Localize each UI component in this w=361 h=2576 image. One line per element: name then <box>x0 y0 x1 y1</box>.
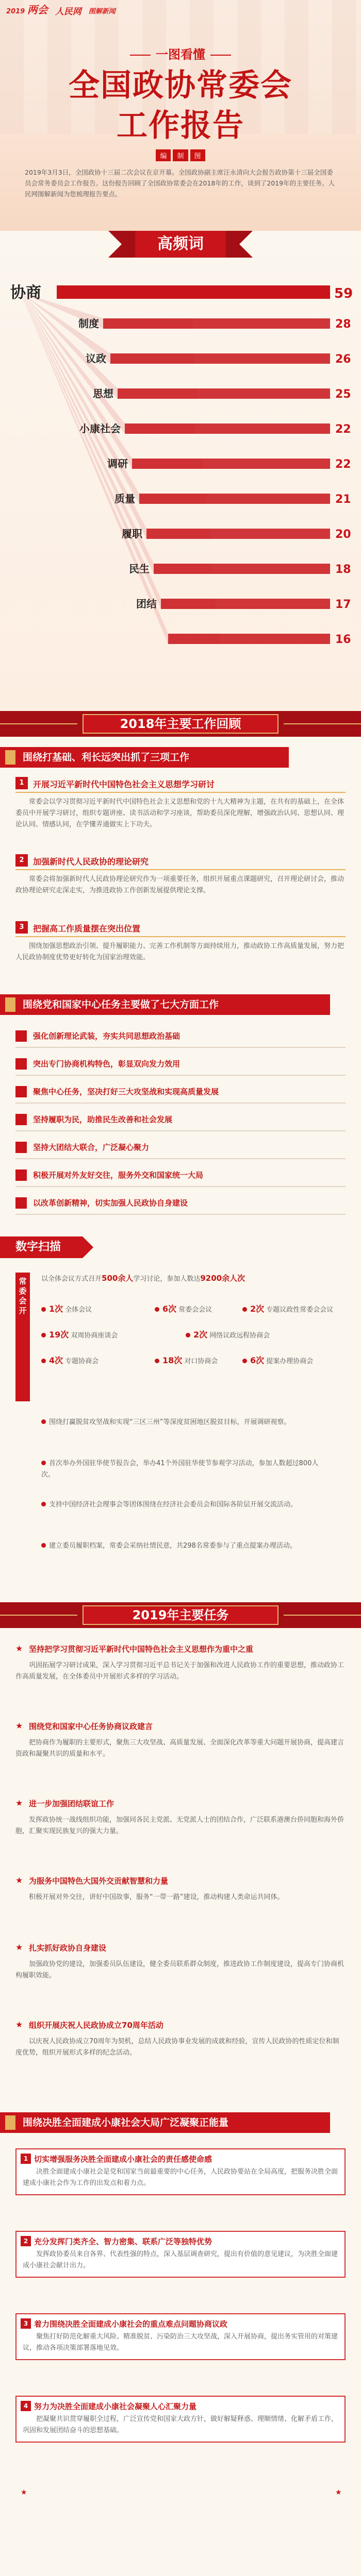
value-label: 21 <box>335 493 351 506</box>
tag: 图 <box>190 149 205 161</box>
digit-text: 以全体会议方式召开 <box>41 1275 102 1283</box>
tab-marker <box>5 750 15 765</box>
high-frequency-banner: 高频词 <box>124 231 237 258</box>
task-2019-text: 把协商作为履职的主要形式，聚焦三大攻坚战、高质量发展、全面深化改革等重大问题开展协商，提高建言资政和凝聚共识的质量和水平。 <box>15 1739 344 1758</box>
task-text: 突出专门协商机构特色，彰显双向发力效用 <box>33 1059 180 1069</box>
xiaokang-card <box>15 2231 346 2278</box>
word-label: 民生 <box>129 563 150 575</box>
digit-cell <box>242 1303 333 1316</box>
bar <box>57 285 330 299</box>
digit-line <box>41 1273 330 1285</box>
digit-cell <box>41 1329 118 1342</box>
note-text: 支持中国经济社会理事会等团体围绕在经济社会委员会和国际各阶层开展交流活动。 <box>49 1501 298 1509</box>
tab-marker <box>5 2115 15 2130</box>
high-frequency-section <box>0 231 361 710</box>
card-body: 发挥政协委员来自各界、代表性强的特点，深入基层调查研究，提出有价值的意见建议，为决胜全面建成小康社会献计出力。 <box>23 2250 338 2269</box>
credit-tags <box>0 149 361 161</box>
task-item <box>15 1137 346 1159</box>
star-icon: ★ <box>15 2020 23 2029</box>
title-text: 扎实抓好政协自身建设 <box>29 1943 107 1953</box>
fan-beam <box>21 293 198 399</box>
title-text: 围绕党和国家中心任务协商议政建言 <box>29 1722 153 1731</box>
xiaokang-card <box>15 2313 346 2360</box>
task-text: 聚焦中心任务，坚决打好三大攻坚战和实现高质量发展 <box>33 1087 219 1096</box>
bar <box>118 388 330 399</box>
people-logo: 人民网 <box>55 7 81 17</box>
task-text: 积极开展对外友好交往，服务外交和国家统一大局 <box>33 1171 204 1180</box>
word-label: 制度 <box>78 317 99 330</box>
digit-number: 4次 <box>49 1355 63 1365</box>
task-2019-title <box>15 1721 346 1732</box>
star-icon: ★ <box>21 2488 27 2497</box>
section-title: 2019年主要任务 <box>83 1605 278 1625</box>
title-text: 进一步加强团结联谊工作 <box>29 1799 114 1808</box>
star-icon: ★ <box>15 1875 23 1885</box>
star-icon: ★ <box>15 1798 23 1808</box>
banner-line <box>0 1615 77 1616</box>
dot-icon <box>242 1359 247 1363</box>
star-icon: ★ <box>15 1942 23 1952</box>
task-2019-text: 发挥政协统一战线组织功能，加强同各民主党派、无党派人士的团结合作，广泛联系港澳台侨同胞和海外侨胞，汇聚实现民族复兴的强大力量。 <box>15 1816 344 1835</box>
subheading-seven-tasks <box>0 994 330 1015</box>
digit-note <box>41 1458 330 1481</box>
digit-label: 全体会议 <box>65 1306 92 1314</box>
fan-beam <box>21 293 215 609</box>
task-2019-title <box>15 1643 346 1654</box>
dot-icon <box>41 1333 46 1337</box>
digit-note <box>41 1540 330 1552</box>
section-banner-2019 <box>0 1602 361 1628</box>
lianghui-logo: 2019 两会 <box>6 3 48 16</box>
task-2019-title <box>15 1798 346 1809</box>
word-label: 调研 <box>107 457 128 470</box>
task-2019-title <box>15 1942 346 1953</box>
xiaokang-card <box>15 2396 346 2443</box>
task-text: 坚持履职为民，助推民生改善和社会发展 <box>33 1115 173 1124</box>
note-text: 围绕打赢脱贫攻坚战和实现“三区三州”等深度贫困地区脱贫目标，开展调研视察。 <box>49 1418 291 1426</box>
task-2019-text: 加强政协党的建设，加强委员队伍建设，健全委员联系群众制度，推进政协工作制度建设，提高专门协商机构履职效能。 <box>15 1960 344 1979</box>
word-label: 议政 <box>86 352 106 365</box>
digit-label: 对口协商会 <box>184 1358 218 1365</box>
number-badge: 4 <box>21 2401 31 2411</box>
bar <box>154 564 330 574</box>
item-title-text: 开展习近平新时代中国特色社会主义思想学习研讨 <box>33 779 215 789</box>
card-title <box>17 2397 344 2414</box>
task-2019-title <box>15 2020 346 2030</box>
card-title-text: 切实增强服务决胜全面建成小康社会的责任感使命感 <box>34 2155 212 2164</box>
digit-text: 学习讨论，参加人数达 <box>133 1275 201 1283</box>
value-label: 22 <box>335 423 351 436</box>
task-item <box>15 1053 346 1076</box>
section-title: 2018年主要工作回顾 <box>83 714 278 734</box>
dot-icon <box>41 1419 46 1424</box>
task-2019-title <box>15 1875 346 1886</box>
digit-number: 19次 <box>49 1330 69 1340</box>
task-marker <box>15 1114 27 1125</box>
title-text: 组织开展庆祝人民政协成立70周年活动 <box>29 2021 163 2030</box>
star-icon: ★ <box>15 1643 23 1653</box>
word-label: 思想 <box>93 387 113 400</box>
task-text: 强化创新理论武装，夯实共同思想政治基础 <box>33 1031 180 1041</box>
banner-line <box>284 723 361 724</box>
note-text: 首次举办外国驻华使节报告会，举办41个外国驻华使节参观学习活动，参加人数超过800人次。 <box>41 1460 319 1479</box>
task-2019-text: 巩固拓展学习研讨成果，深入学习贯彻习近平总书记关于加强和改进人民政协工作的重要思想，推动政协工作高质量发展，在全体委员中开展形式多样的学习活动。 <box>15 1662 344 1681</box>
task-2019-text: 积极开展对外交往，讲好中国故事，服务“一带一路”建设，推动构建人类命运共同体。 <box>29 1893 284 1901</box>
task-marker <box>15 1170 27 1181</box>
intro-text: 2019年3月3日，全国政协十三届二次会议在京开幕。全国政协副主席汪永清向大会报告政协第十三届全国委员会常务委员会工作报告。这份报告回顾了全国政协常委会在2018年的工作，谈到了2019年的主要任务。人民网图解新闻为您梳理报告要点。 <box>25 168 335 198</box>
number-badge: 1 <box>21 2154 31 2164</box>
subheading-text: 围绕决胜全面建成小康社会大局广泛凝聚正能量 <box>23 2117 229 2128</box>
bar <box>132 459 330 469</box>
title-text: 为服务中国特色大国外交贡献智慧和力量 <box>29 1876 169 1886</box>
digit-label: 专题议政性常委会会议 <box>266 1306 334 1314</box>
task-text: 以改革创新精神，切实加强人民政协自身建设 <box>33 1198 188 1208</box>
subheading-text: 围绕党和国家中心任务主要做了七大方面工作 <box>23 999 219 1010</box>
task-item <box>15 1164 346 1187</box>
card-title-text: 努力为决胜全面建成小康社会凝聚人心汇聚力量 <box>34 2402 197 2411</box>
review-item-text: 常委会以学习贯彻习近平新时代中国特色社会主义思想和党的十九大精神为主题，在共有的基础上，在全体委员中开展学习研讨，组织专题讲座、读书活动和学习座谈，帮助委员深化理解，增强政治认同、思想认同、理论认同、情感认同，在学懂弄通做实上下功夫。 <box>15 798 344 828</box>
review-item-text: 围绕加强思想政治引领、提升履职能力、完善工作机制等方面持续用力，推动政协工作高质量发展，努力把人民政协制度优势更好转化为国家治理效能。 <box>15 942 344 961</box>
word-label: 协商 <box>10 284 41 302</box>
kicker: 一图看懂 <box>0 44 361 62</box>
word-label: 质量 <box>114 493 135 505</box>
card-title <box>17 2149 344 2166</box>
digit-cell <box>41 1303 92 1316</box>
card-body: 决胜全面建成小康社会是党和国家当前最重要的中心任务，人民政协要站在全局高度，把服务决胜全面建成小康社会作为工作的出发点和着力点。 <box>23 2168 338 2187</box>
high-frequency-chart <box>0 262 361 705</box>
dot-icon <box>186 1333 190 1337</box>
task-marker <box>15 1086 27 1097</box>
digit-number: 9200余人次 <box>200 1274 245 1283</box>
dot-icon <box>41 1359 46 1363</box>
task-item <box>15 1192 346 1215</box>
number-badge: 2 <box>21 2236 31 2246</box>
dot-icon <box>242 1307 247 1312</box>
banner-line <box>0 723 77 724</box>
people-sub-logo: 图解新闻 <box>88 8 116 15</box>
task-marker <box>15 1142 27 1153</box>
value-label: 28 <box>335 318 351 331</box>
task-marker <box>15 1030 27 1042</box>
value-label: 25 <box>335 388 351 401</box>
number-badge: 3 <box>21 2318 31 2329</box>
review-item-title <box>15 778 346 793</box>
dot-icon <box>41 1502 46 1506</box>
dot-icon <box>155 1359 159 1363</box>
digit-cell <box>155 1303 212 1316</box>
task-marker <box>15 1058 27 1070</box>
task-text: 坚持大团结大联合，广泛凝心聚力 <box>33 1143 150 1152</box>
header <box>0 0 361 232</box>
bar <box>168 634 330 644</box>
digit-number: 18次 <box>162 1355 183 1365</box>
value-label: 26 <box>335 353 351 366</box>
number-badge: 3 <box>15 921 28 934</box>
digit-number: 500余人 <box>102 1274 134 1283</box>
digit-number: 2次 <box>250 1304 265 1314</box>
dot-icon <box>41 1543 46 1548</box>
card-title-text: 着力围绕决胜全面建成小康社会的重点难点问题协商议政 <box>34 2319 228 2329</box>
digit-number: 6次 <box>162 1304 177 1314</box>
subheading-three-tasks <box>0 747 289 768</box>
digit-label: 常委会会议 <box>178 1306 212 1314</box>
value-label: 17 <box>335 598 351 611</box>
page-title-line1: 全国政协常委会 <box>69 67 292 104</box>
task-item <box>15 1109 346 1131</box>
dot-icon <box>41 1307 46 1312</box>
digit-cell <box>242 1355 313 1367</box>
digit-number: 6次 <box>250 1355 265 1365</box>
task-item <box>15 1081 346 1104</box>
card-body: 把凝聚共识贯穿履职全过程，广泛宣传党和国家大政方针，做好解疑释惑、理顺情绪、化解矛盾工作，巩固和发展团结奋斗的思想基础。 <box>23 2415 338 2434</box>
number-badge: 2 <box>15 854 28 867</box>
card-title <box>17 2232 344 2249</box>
xiaokang-card <box>15 2148 346 2195</box>
bar <box>110 353 330 364</box>
digit-note <box>41 1499 330 1511</box>
value-label: 59 <box>334 286 353 301</box>
digit-number: 1次 <box>49 1304 63 1314</box>
task-marker <box>15 1197 27 1209</box>
bar <box>103 318 330 329</box>
section-banner-review <box>0 711 361 737</box>
digit-cell <box>155 1355 218 1367</box>
value-label: 22 <box>335 458 351 471</box>
item-title-text: 加强新时代人民政协的理论研究 <box>33 857 149 867</box>
word-label: 履职 <box>122 528 142 540</box>
note-text: 建立委员履职档案，常委会采纳社情民意，共298名常委参与了重点提案办理活动。 <box>49 1542 297 1550</box>
tag: 制 <box>173 149 188 161</box>
bar <box>161 599 330 609</box>
vertical-label: 常委会开 <box>15 1273 30 1401</box>
card-title <box>17 2314 344 2331</box>
subheading-xiaokang <box>0 2112 330 2133</box>
card-title-text: 充分发挥门类齐全、智力密集、联系广泛等独特优势 <box>34 2237 212 2246</box>
star-icon: ★ <box>15 1721 23 1731</box>
digit-number: 2次 <box>193 1330 208 1340</box>
digit-cell <box>186 1329 270 1342</box>
page-title-line2: 工作报告 <box>117 108 244 144</box>
tag: 编 <box>156 149 171 161</box>
logo-row <box>6 4 116 17</box>
digit-label: 提案办理协商会 <box>266 1358 314 1365</box>
tab-marker <box>5 997 15 1012</box>
dot-icon <box>155 1307 159 1312</box>
banner-line <box>284 1615 361 1616</box>
digit-label: 专题协商会 <box>65 1358 99 1365</box>
word-label: 小康社会 <box>79 422 121 435</box>
value-label: 16 <box>335 633 351 646</box>
title-text: 坚持把学习贯彻习近平新时代中国特色社会主义思想作为重中之重 <box>29 1645 254 1654</box>
digit-label: 双周协商座谈会 <box>71 1332 118 1340</box>
star-icon: ★ <box>335 2488 342 2497</box>
digits-badge: 数字扫描 <box>0 1236 83 1258</box>
value-label: 20 <box>335 528 351 541</box>
word-label: 团结 <box>136 598 157 610</box>
review-item-text: 常委会将加强新时代人民政协理论研究作为一项重要任务，组织开展重点课题研究，召开理论研讨会，推动政协理论研究走深走实，为推进政协工作创新发展提供理论支撑。 <box>15 875 344 894</box>
bar <box>125 423 330 434</box>
task-2019-text: 以庆祝人民政协成立70周年为契机，总结人民政协事业发展的成就和经验，宣传人民政协的性质定位和制度优势，组织开展形式多样的纪念活动。 <box>15 2038 339 2057</box>
bar <box>146 529 330 539</box>
review-item-title <box>15 855 346 870</box>
dot-icon <box>41 1461 46 1465</box>
digit-cell <box>41 1355 99 1367</box>
subheading-text: 围绕打基础、利长远突出抓了三项工作 <box>23 752 190 763</box>
value-label: 18 <box>335 563 351 576</box>
task-item <box>15 1025 346 1048</box>
digit-note <box>41 1417 330 1428</box>
digit-label: 网络议政远程协商会 <box>209 1332 270 1340</box>
bar <box>139 494 330 504</box>
review-item-title <box>15 922 346 937</box>
item-title-text: 把握高工作质量摆在突出位置 <box>33 924 141 934</box>
card-body: 聚焦打好防范化解重大风险、精准脱贫、污染防治三大攻坚战，深入开展协商，提出务实管用的对策建议，推动各项决策部署落地见效。 <box>23 2333 338 2352</box>
number-badge: 1 <box>15 777 28 789</box>
